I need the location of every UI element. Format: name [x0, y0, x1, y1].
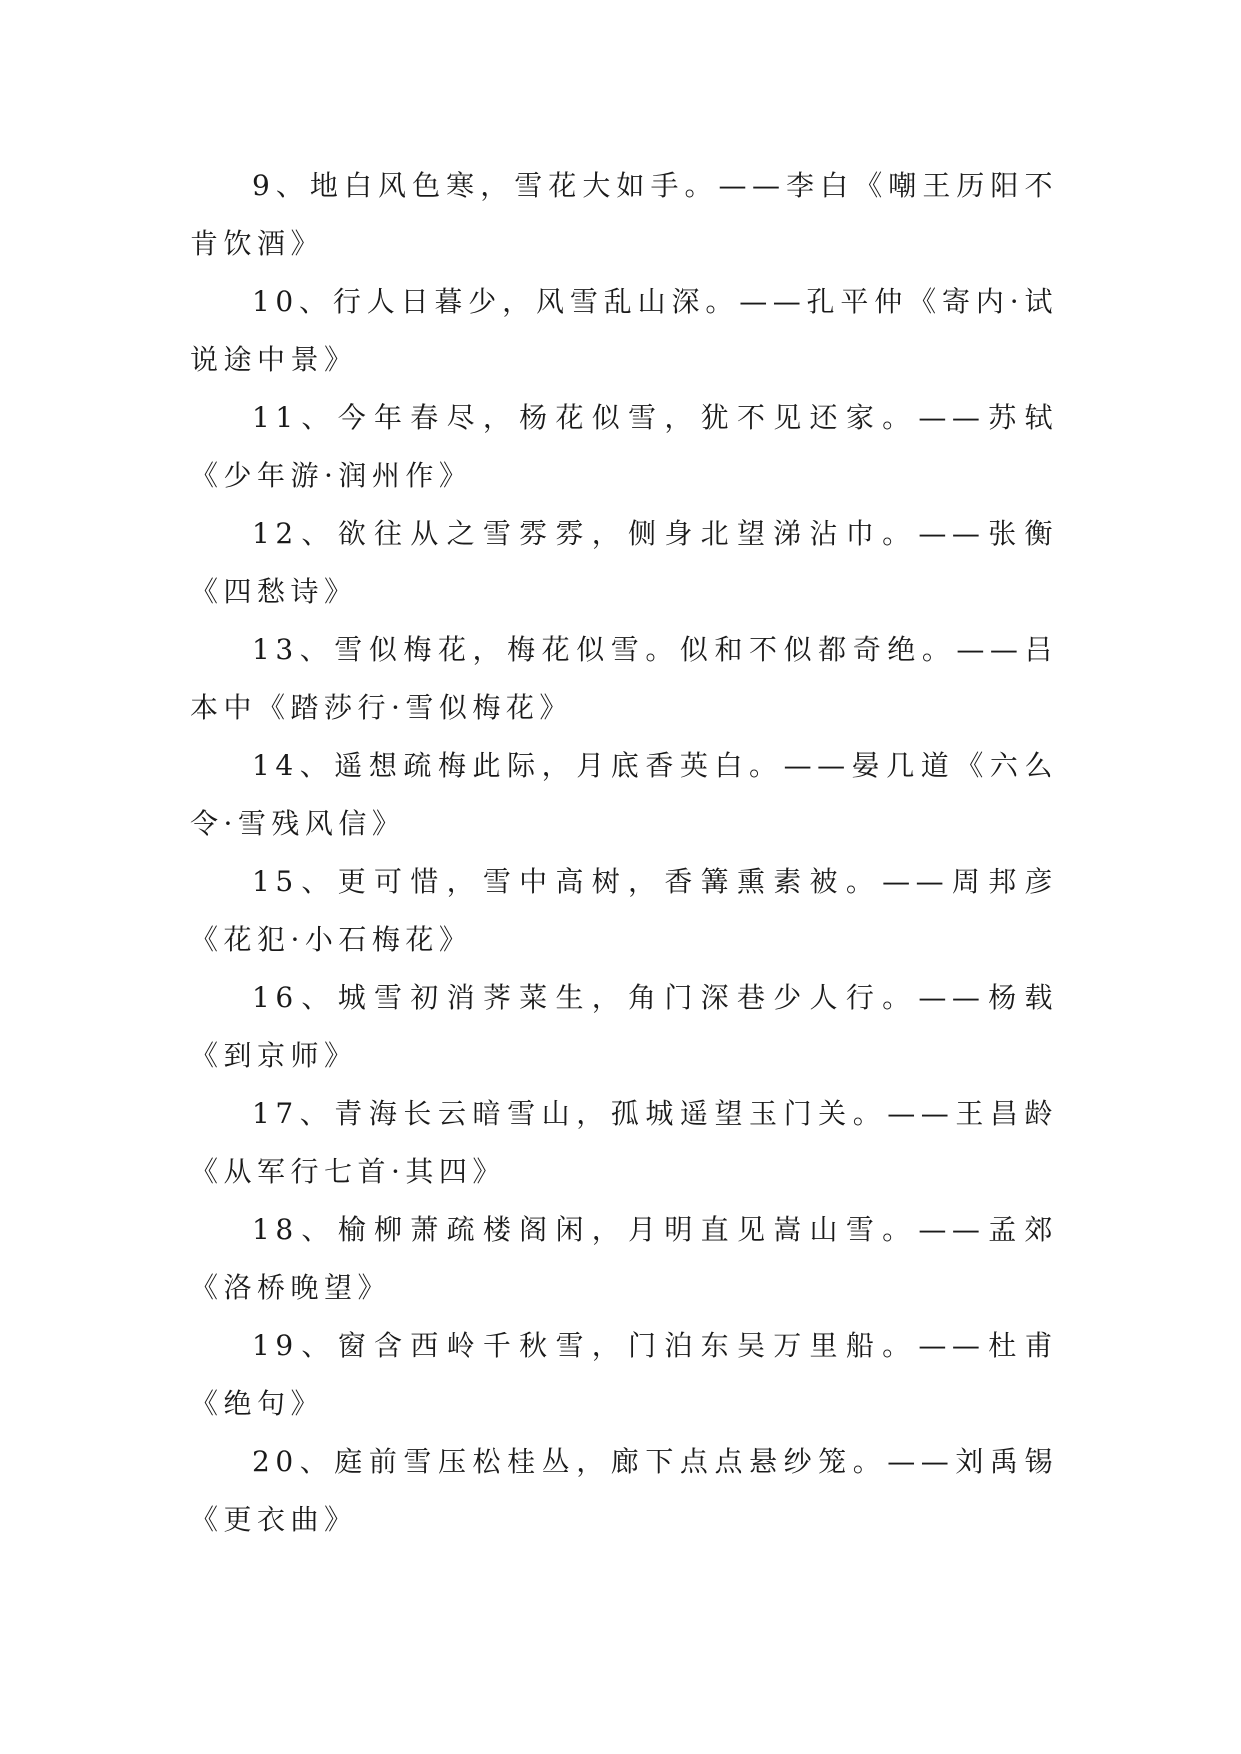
poem-list [190, 157, 1058, 1549]
poem-line-13: 13、雪似梅花，梅花似雪。似和不似都奇绝。——吕本中《踏莎行·雪似梅花》 [190, 633, 1058, 724]
poem-line-20: 20、庭前雪压松桂丛，廊下点点悬纱笼。——刘禹锡《更衣曲》 [190, 1445, 1058, 1536]
poem-line-18: 18、榆柳萧疏楼阁闲，月明直见嵩山雪。——孟郊《洛桥晚望》 [190, 1213, 1058, 1304]
poem-line-16: 16、城雪初消荠菜生，角门深巷少人行。——杨载《到京师》 [190, 981, 1058, 1072]
poem-line-10: 10、行人日暮少，风雪乱山深。——孔平仲《寄内·试说途中景》 [190, 285, 1058, 376]
poem-line-11: 11、今年春尽，杨花似雪，犹不见还家。——苏轼《少年游·润州作》 [190, 401, 1058, 492]
poem-line-9: 9、地白风色寒，雪花大如手。——李白《嘲王历阳不肯饮酒》 [190, 169, 1058, 260]
poem-line-15: 15、更可惜，雪中高树，香篝熏素被。——周邦彦《花犯·小石梅花》 [190, 865, 1058, 956]
poem-line-17: 17、青海长云暗雪山，孤城遥望玉门关。——王昌龄《从军行七首·其四》 [190, 1097, 1058, 1188]
poem-line-19: 19、窗含西岭千秋雪，门泊东吴万里船。——杜甫《绝句》 [190, 1329, 1058, 1420]
poem-line-12: 12、欲往从之雪雰雰，侧身北望涕沾巾。——张衡《四愁诗》 [190, 517, 1058, 608]
poem-line-14: 14、遥想疏梅此际，月底香英白。——晏几道《六么令·雪残风信》 [190, 749, 1058, 840]
